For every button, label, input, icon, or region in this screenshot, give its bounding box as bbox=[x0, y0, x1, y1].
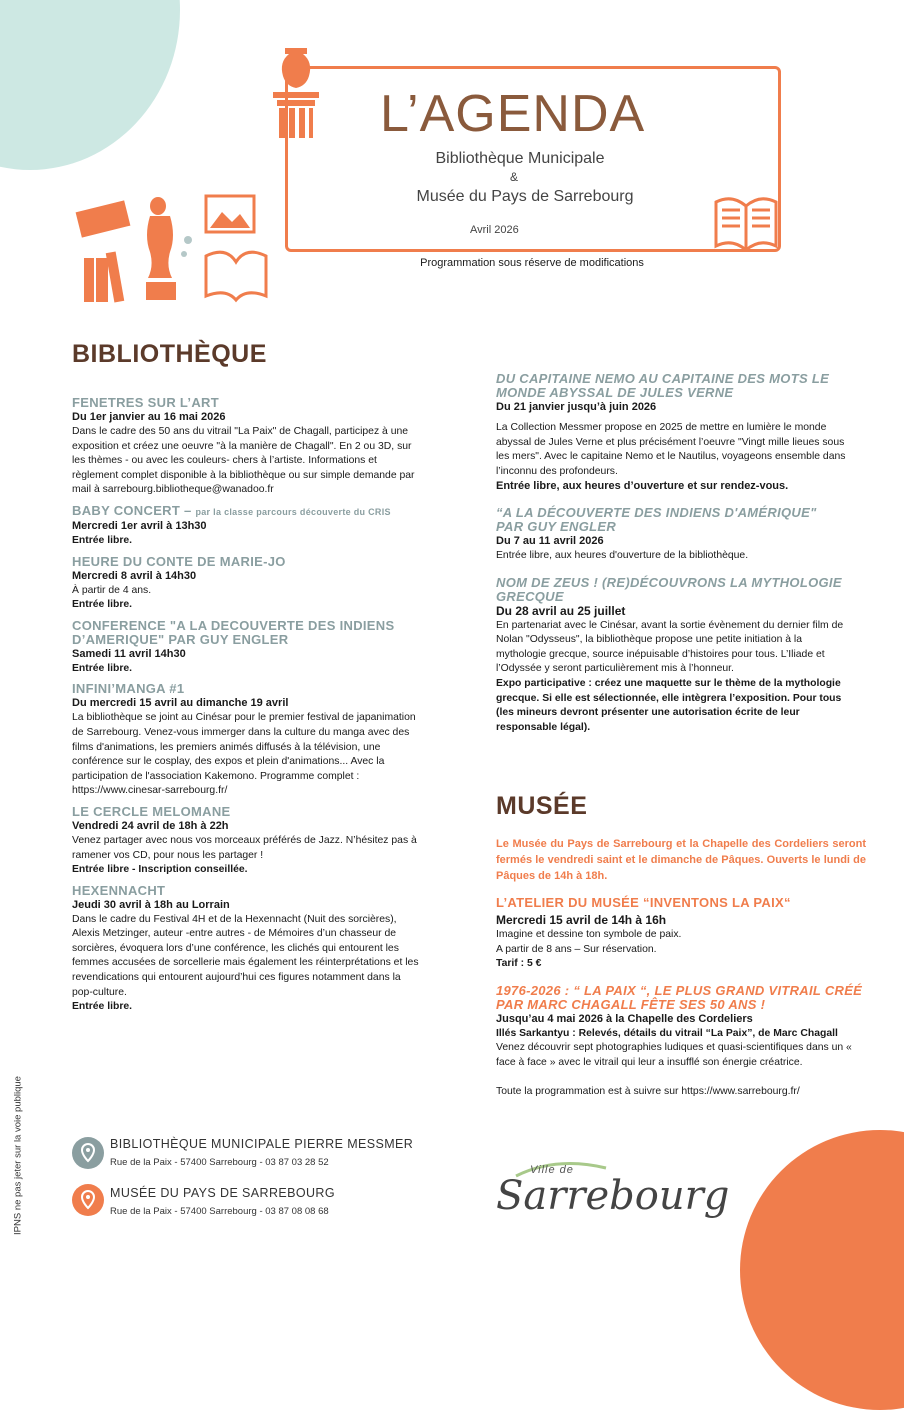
event-title: FENETRES SUR L’ART bbox=[72, 395, 219, 410]
right-column-bibliotheque bbox=[496, 372, 846, 741]
event-date: Mercredi 8 avril à 14h30 bbox=[72, 569, 197, 582]
event-baby-concert bbox=[72, 504, 422, 549]
contact-name-musee: MUSÉE DU PAYS DE SARREBOURG bbox=[110, 1186, 335, 1200]
event-title bbox=[72, 504, 422, 519]
event-hexennacht bbox=[72, 884, 422, 1015]
event-title: DU CAPITAINE NEMO AU CAPITAINE DES MOTS LE MONDE ABYSSAL DE JULES VERNE bbox=[496, 371, 830, 400]
event-body: Venez partager avec nous vos morceaux préférés de Jazz. N’hésitez pas à ramener vos CD, pour nous les partager ! bbox=[72, 834, 417, 861]
event-body: Dans le cadre des 50 ans du vitrail "La Paix" de Chagall, participez à une exposition et créez une oeuvre "à la manière de Chagall". En 2 ou 3D, sur les thèmes - ou avec les couleurs- chers à l’artiste. Informations et règlement complet disponible à la bibliothèque ou sur simple demande par mail à sarrebourg.bibliotheque@wanadoo.fr bbox=[72, 426, 415, 496]
event-body: Dans le cadre du Festival 4H et de la Hexennacht (Nuit des sorcières), Alexis Metzinger, auteur -entre autres - de Mémoires d’un chasseur de sorcières, évoquera lors d’une conférence, les clichés qui entourent les femmes accusées de sorcellerie mais également les réinterprétations et les revendications qui entourent aujourd’hui ces figures notamment dans la pop-culture. bbox=[72, 913, 419, 998]
logo-ville-de: Ville de bbox=[530, 1164, 574, 1176]
section-heading-musee: MUSÉE bbox=[496, 792, 588, 820]
location-pin-icon bbox=[72, 1184, 104, 1216]
event-title: CONFERENCE "A LA DECOUVERTE DES INDIENS D’AMERIQUE" PAR GUY ENGLER bbox=[72, 617, 395, 647]
event-entry: Entrée libre. bbox=[72, 662, 133, 674]
event-title: NOM DE ZEUS ! (RE)DÉCOUVRONS LA MYTHOLOGIE GRECQUE bbox=[496, 574, 842, 604]
event-date: Du mercredi 15 avril au dimanche 19 avril bbox=[72, 697, 289, 710]
event-date: Mercredi 1er avril à 13h30 bbox=[72, 519, 207, 532]
expo-subtitle: Illés Sarkantyu : Relevés, détails du vitrail “La Paix”, de Marc Chagall bbox=[496, 1027, 838, 1039]
decorative-corner-top-left bbox=[0, 0, 180, 170]
atelier-date: Mercredi 15 avril de 14h à 16h bbox=[496, 913, 667, 927]
event-body: La Collection Messmer propose en 2025 de mettre en lumière le monde abyssal de Jules Verne et plus précisément l’oeuvre "Vingt mille lieues sous les mers". Avec le capitaine Nemo et le Nautilus, voyageons ensemble dans l’inconnu des profondeurs. bbox=[496, 422, 846, 477]
event-entry: Entrée libre. bbox=[72, 534, 133, 546]
atelier-price: Tarif : 5 € bbox=[496, 958, 542, 970]
event-participative: Expo participative : créez une maquette sur le thème de la mythologie grecque. Si elle est sélectionnée, elle intègrera l’exposition. Pour tous (les mineurs devront présenter une autorisation écrite de leur responsable légal). bbox=[496, 677, 842, 733]
atelier-line1: Imagine et dessine ton symbole de paix. bbox=[496, 929, 682, 940]
event-date: Du 21 janvier jusqu’à juin 2026 bbox=[496, 401, 657, 413]
event-date: Du 28 avril au 25 juillet bbox=[496, 603, 626, 618]
event-title: INFINI’MANGA #1 bbox=[72, 681, 185, 697]
program-link[interactable]: Toute la programmation est à suivre sur https://www.sarrebourg.fr/ bbox=[496, 1085, 800, 1097]
right-column-musee bbox=[496, 836, 866, 1099]
event-title: “A LA DÉCOUVERTE DES INDIENS D'AMÉRIQUE" PAR GUY ENGLER bbox=[496, 504, 817, 534]
event-date: Jeudi 30 avril à 18h au Lorrain bbox=[72, 898, 230, 911]
event-date: Du 7 au 11 avril 2026 bbox=[496, 534, 604, 547]
location-pin-icon bbox=[72, 1137, 104, 1169]
museum-closure-notice: Le Musée du Pays de Sarrebourg et la Chapelle des Cordeliers seront fermés le vendredi saint et le dimanche de Pâques. Ouverts le lundi de Pâques de 14h à 18h. bbox=[496, 838, 866, 882]
contact-name-bibliotheque: BIBLIOTHÈQUE MUNICIPALE PIERRE MESSMER bbox=[110, 1137, 414, 1151]
event-date: Vendredi 24 avril de 18h à 22h bbox=[72, 819, 229, 832]
event-title: HEXENNACHT bbox=[72, 882, 166, 898]
event-title: HEURE DU CONTE DE MARIE-JO bbox=[72, 553, 286, 569]
event-title-main: BABY CONCERT – bbox=[72, 502, 192, 518]
event-cercle-melomane bbox=[72, 805, 422, 878]
event-body: À partir de 4 ans. bbox=[72, 584, 152, 596]
event-heure-du-conte bbox=[72, 555, 422, 613]
event-jules-verne bbox=[496, 372, 846, 494]
event-infini-manga bbox=[72, 682, 422, 799]
contact-address-musee: Rue de la Paix - 57400 Sarrebourg - 03 87 08 08 68 bbox=[110, 1206, 329, 1217]
event-entry: Entrée libre, aux heures d’ouverture et sur rendez-vous. bbox=[496, 480, 789, 493]
event-entry: Entrée libre - Inscription conseillée. bbox=[72, 864, 248, 876]
event-title-sub: par la classe parcours découverte du CRIS bbox=[195, 506, 391, 517]
event-fenetres bbox=[72, 396, 422, 498]
left-column bbox=[72, 396, 422, 1021]
library-illustration-icon bbox=[70, 190, 270, 305]
event-date: Samedi 11 avril 14h30 bbox=[72, 647, 186, 660]
event-entry: Entrée libre. bbox=[72, 599, 133, 611]
section-heading-bibliotheque: BIBLIOTHÈQUE bbox=[72, 340, 267, 368]
event-mythologie bbox=[496, 576, 846, 736]
expo-date: Jusqu’au 4 mai 2026 à la Chapelle des Cordeliers bbox=[496, 1012, 753, 1025]
subtitle-library: Bibliothèque Municipale bbox=[435, 150, 605, 167]
decorative-corner-bottom-right bbox=[740, 1130, 904, 1410]
month-label: Avril 2026 bbox=[470, 224, 519, 236]
logo-sarrebourg: Sarrebourg bbox=[496, 1173, 730, 1219]
event-title: LE CERCLE MELOMANE bbox=[72, 803, 231, 819]
event-conference bbox=[72, 619, 422, 677]
atelier-line2: A partir de 8 ans – Sur réservation. bbox=[496, 943, 657, 955]
event-date: Du 1er janvier au 16 mai 2026 bbox=[72, 411, 226, 423]
subtitle-museum: Musée du Pays de Sarrebourg bbox=[416, 188, 634, 205]
expo-title: 1976-2026 : “ LA PAIX “, LE PLUS GRAND VITRAIL CRÉÉ PAR MARC CHAGALL FÊTE SES 50 ANS ! bbox=[496, 982, 863, 1012]
event-body: En partenariat avec le Cinésar, avant la sortie évènement du dernier film de Nolan "Odysseus", la bibliothèque propose une petite initiation à la mythologie grecque, source inépuisable d’histoires pour tous. L’Iliade et l’Odyssée y seront particulièrement mis à l’honneur. bbox=[496, 619, 844, 675]
event-body: Entrée libre, aux heures d'ouverture de la bibliothèque. bbox=[496, 549, 749, 561]
subtitle-ampersand: & bbox=[510, 170, 519, 184]
event-entry: Entrée libre. bbox=[72, 1001, 133, 1013]
programming-notice: Programmation sous réserve de modifications bbox=[420, 257, 644, 269]
contact-address-bibliotheque: Rue de la Paix - 57400 Sarrebourg - 03 87 03 28 52 bbox=[110, 1157, 329, 1168]
ipns-notice: IPNS ne pas jeter sur la voie publique bbox=[12, 1076, 24, 1235]
page-title: L’AGENDA bbox=[380, 85, 646, 143]
atelier-title: L’ATELIER DU MUSÉE “INVENTONS LA PAIX“ bbox=[496, 895, 791, 910]
expo-body: Venez découvrir sept photographies ludiques et quasi-scientifiques dans un « face à face » avec le vitrail qui leur a insufflé son énergie créatrice. bbox=[496, 1042, 852, 1068]
event-indiens-expo bbox=[496, 506, 846, 564]
event-body: La bibliothèque se joint au Cinésar pour le premier festival de japanimation de Sarrebourg. Venez-vous immerger dans la culture du manga avec des films d'animations, les premiers animés diffusés à la télévision, une conférence sur le cosplay, des expos et plein d'animations... Avec la participation de l'association Kakemono. Programme complet : https://www.cinesar-sarrebourg.fr/ bbox=[72, 712, 416, 797]
